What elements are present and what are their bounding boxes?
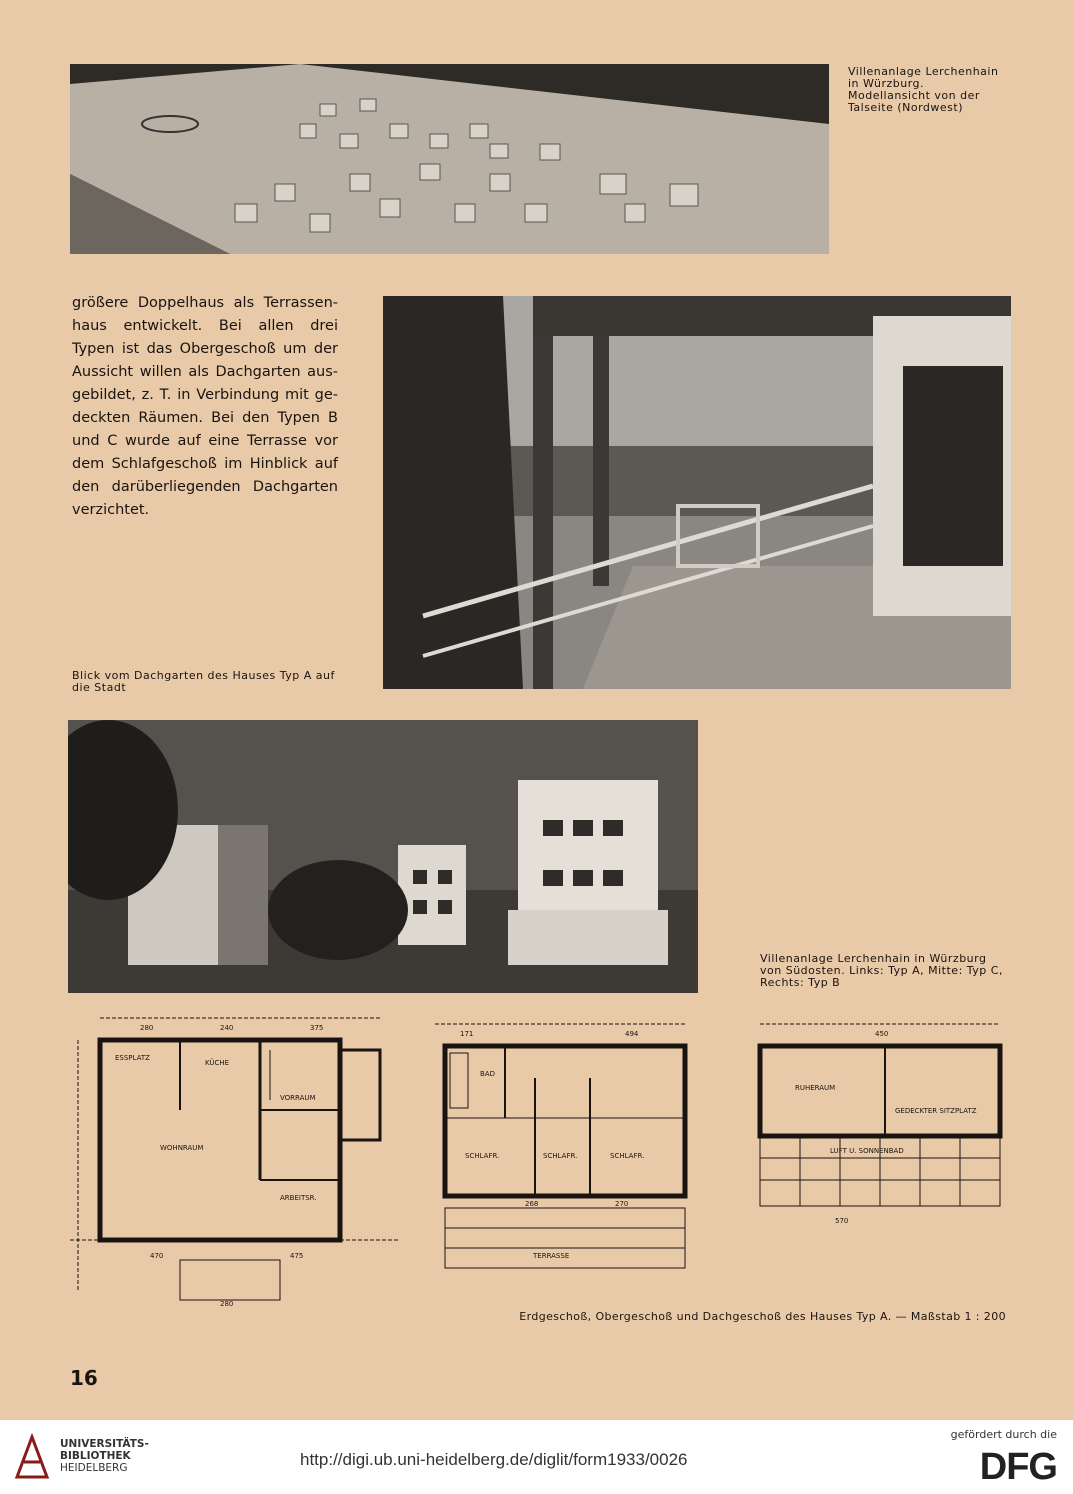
- model-photo: [70, 64, 829, 254]
- funding-note: gefördert durch die: [950, 1428, 1057, 1441]
- room-label: RUHERAUM: [795, 1084, 836, 1092]
- room-label: GEDECKTER SITZPLATZ: [895, 1107, 977, 1115]
- ground-floor-plan: [70, 1010, 400, 1310]
- dimension-label: 270: [615, 1200, 629, 1208]
- southeast-caption: Villenanlage Lerchenhain in Würzburg von Südosten. Links: Typ A, Mitte: Typ C, Rechts: Typ B: [760, 952, 1003, 989]
- body-line: dem Schlafgeschoß im Hinblick auf: [72, 456, 338, 472]
- dimension-label: 268: [525, 1200, 539, 1208]
- body-line: größere Doppelhaus als Terrassen-: [72, 295, 338, 311]
- room-label: ESSPLATZ: [115, 1054, 150, 1062]
- dfg-logo: DFG: [979, 1446, 1057, 1488]
- article-body: [72, 292, 338, 522]
- body-line: den darüberliegenden Dachgarten: [72, 479, 338, 495]
- room-label: TERRASSE: [533, 1252, 570, 1260]
- dimension-label: 171: [460, 1030, 474, 1038]
- room-label: WOHNRAUM: [160, 1144, 204, 1152]
- model-caption: Villenanlage Lerchenhain in Würzburg. Modellansicht von der Talseite (Nordwest): [848, 65, 999, 114]
- dimension-label: 240: [220, 1024, 234, 1032]
- body-line: Typen ist das Obergeschoß um der: [72, 341, 338, 357]
- room-label: KÜCHE: [205, 1059, 230, 1067]
- digitization-footer: [0, 1420, 1073, 1494]
- roof-floor-plan: [735, 1018, 1015, 1240]
- dimension-label: 470: [150, 1252, 164, 1260]
- dimension-label: 280: [140, 1024, 154, 1032]
- dimension-label: 570: [835, 1217, 849, 1225]
- dimension-label: 280: [220, 1300, 234, 1308]
- room-label: ARBEITSR.: [280, 1194, 317, 1202]
- dimension-label: 494: [625, 1030, 639, 1038]
- page-number: 16: [70, 1366, 98, 1390]
- body-line: verzichtet.: [72, 502, 150, 518]
- body-line: Aussicht willen als Dachgarten aus-: [72, 364, 338, 380]
- dimension-label: 375: [310, 1024, 324, 1032]
- room-label: SCHLAFR.: [610, 1152, 645, 1160]
- southeast-photo: [68, 720, 698, 993]
- roof-garden-caption: Blick vom Dachgarten des Hauses Typ A auf die Stadt: [72, 669, 335, 694]
- room-label: VORRAUM: [280, 1094, 316, 1102]
- dimension-label: 450: [875, 1030, 889, 1038]
- upper-floor-plan: [415, 1018, 710, 1280]
- body-line: deckten Räumen. Bei den Typen B: [72, 410, 338, 426]
- body-line: und C wurde auf eine Terrasse vor: [72, 433, 338, 449]
- body-line: gebildet, z. T. in Verbindung mit ge-: [72, 387, 338, 403]
- university-library-logo: [12, 1432, 52, 1482]
- library-name: UNIVERSITÄTS- BIBLIOTHEK HEIDELBERG: [60, 1438, 149, 1474]
- room-label: BAD: [480, 1070, 495, 1078]
- roof-garden-photo: [383, 296, 1011, 689]
- room-label: LUFT U. SONNENBAD: [830, 1147, 904, 1155]
- source-url-link[interactable]: http://digi.ub.uni-heidelberg.de/diglit/form1933/0026: [300, 1450, 688, 1469]
- plans-caption: Erdgeschoß, Obergeschoß und Dachgeschoß des Hauses Typ A. — Maßstab 1 : 200: [519, 1310, 1006, 1323]
- body-line: haus entwickelt. Bei allen drei: [72, 318, 338, 334]
- room-label: SCHLAFR.: [465, 1152, 500, 1160]
- room-label: SCHLAFR.: [543, 1152, 578, 1160]
- dimension-label: 475: [290, 1252, 304, 1260]
